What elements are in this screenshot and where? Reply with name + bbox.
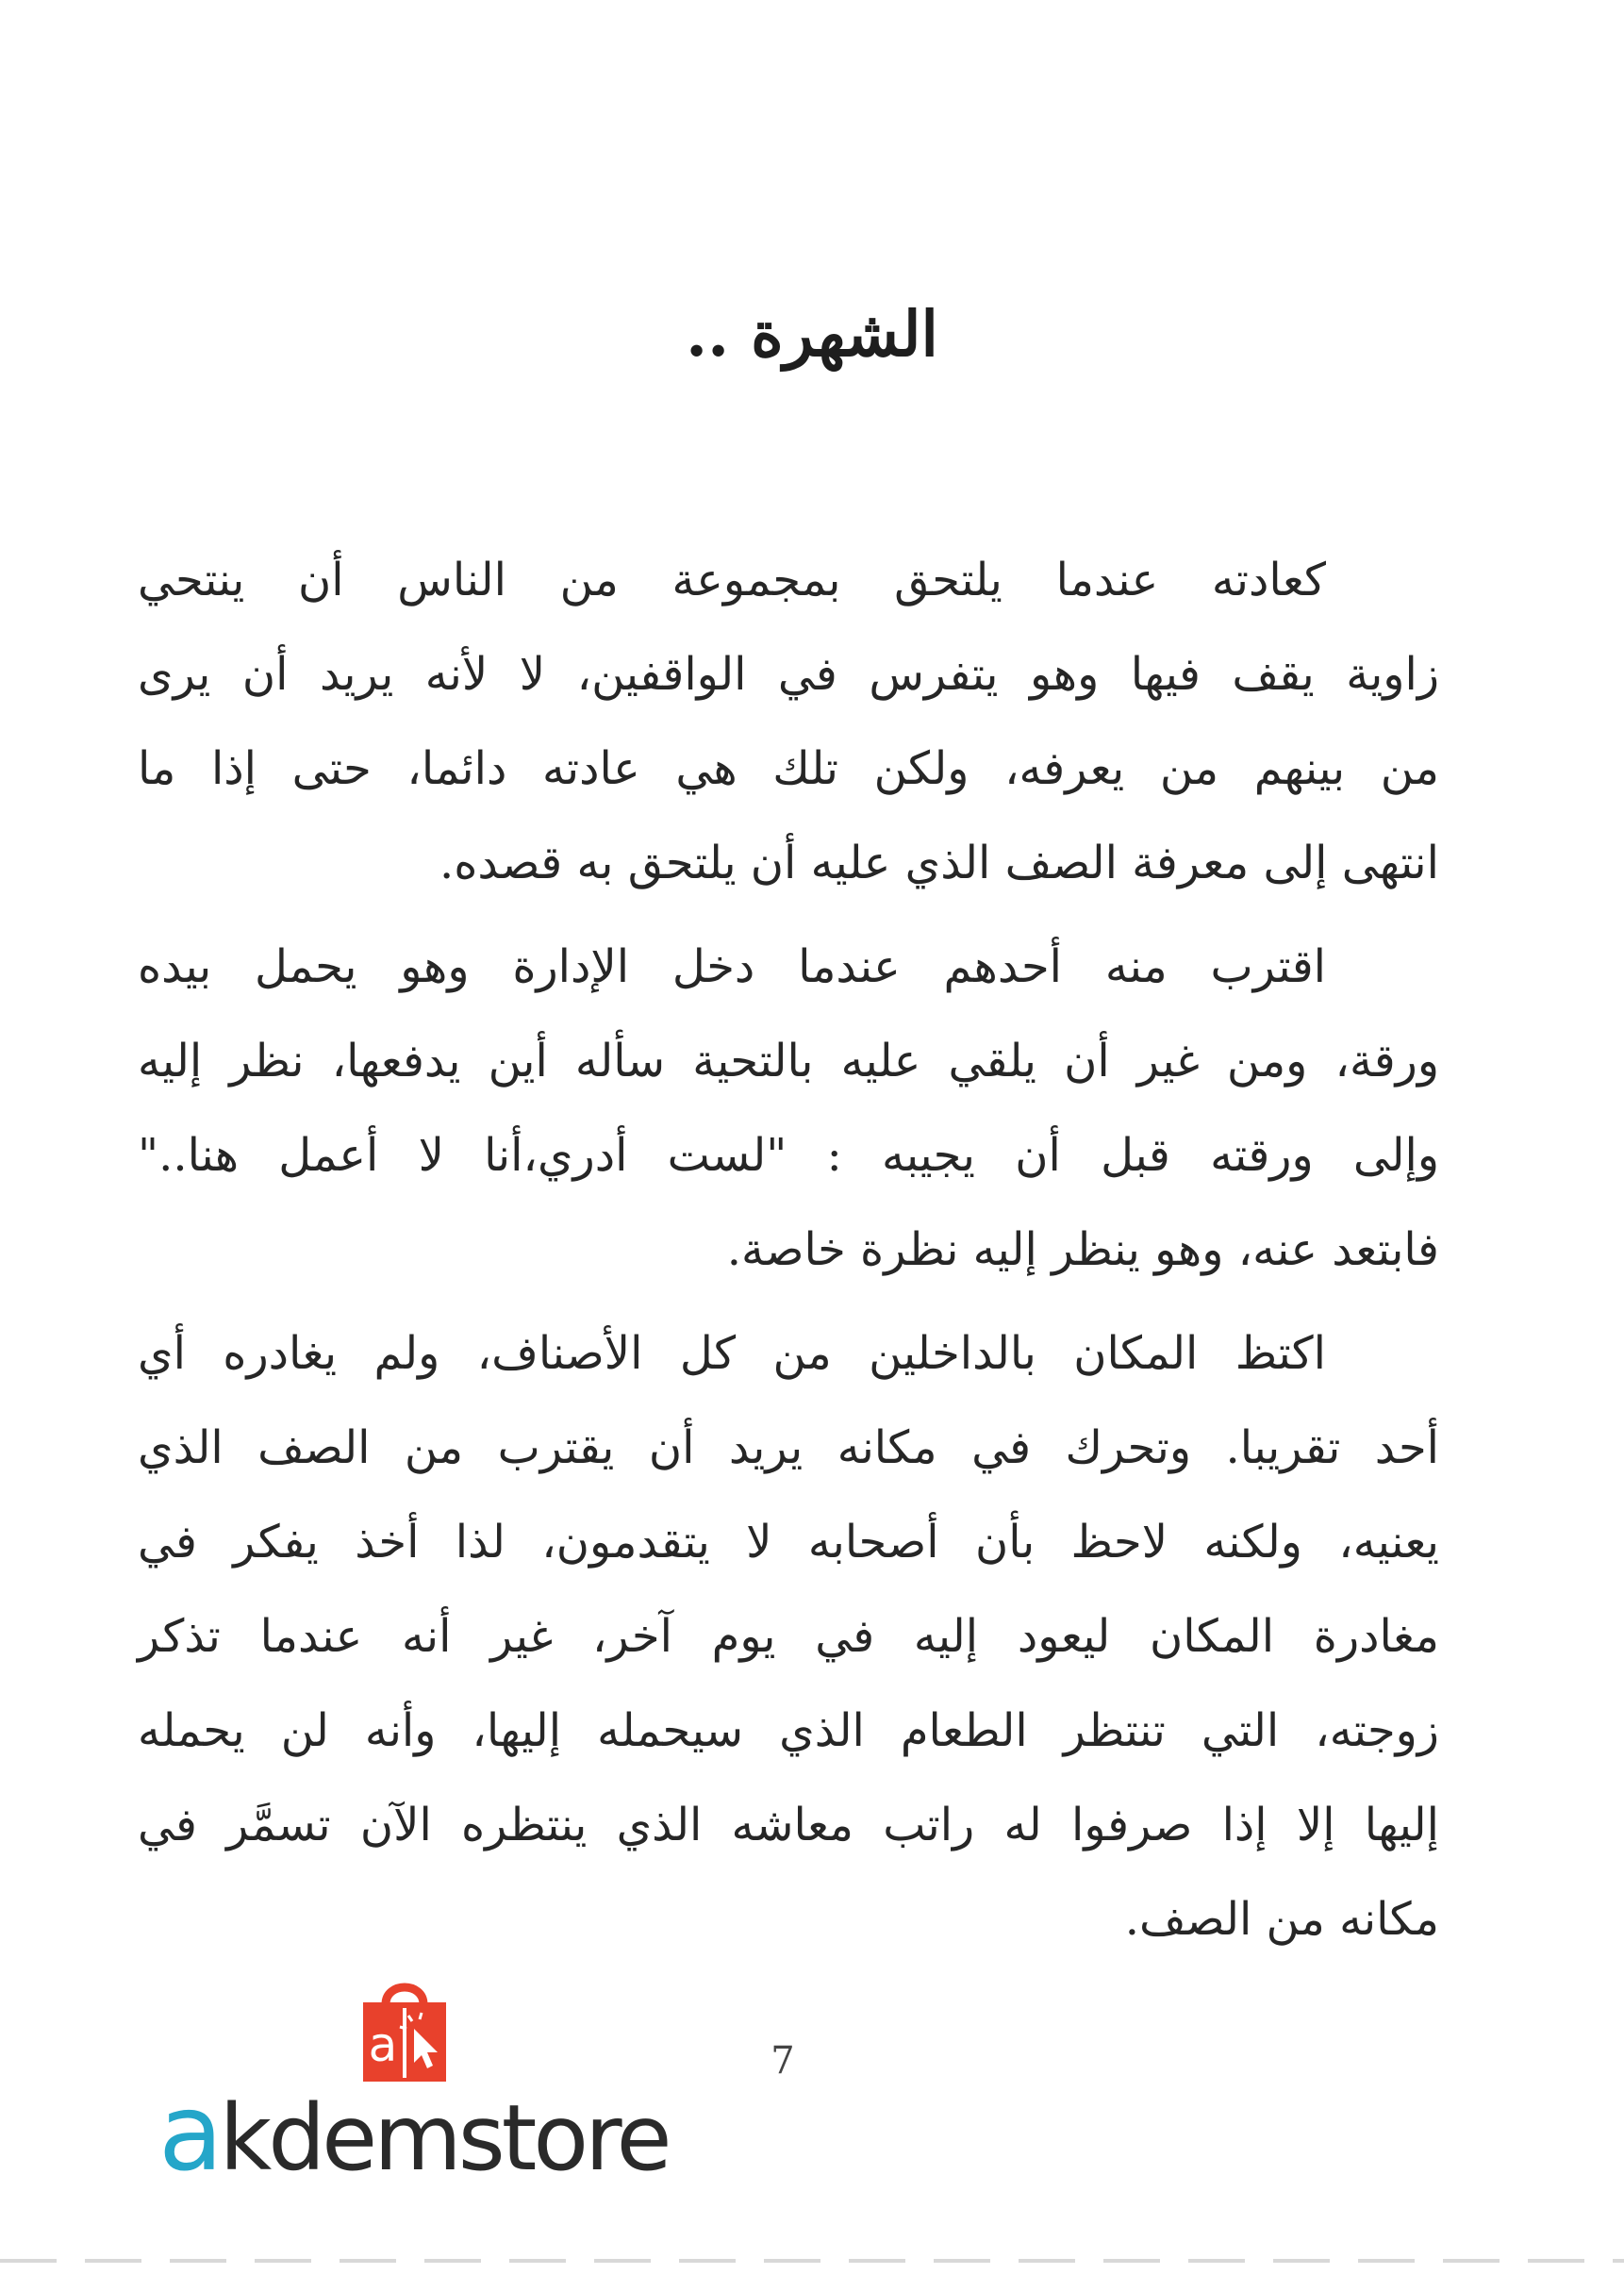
chapter-title: الشهرة ..	[686, 297, 938, 371]
bag-letter: a	[368, 2017, 398, 2072]
text-line: مكانه من الصف.	[1124, 1893, 1439, 1946]
text-line: ورقة، ومن غير أن يلقي عليه بالتحية سأله أين يدفعها، نظر إليه	[138, 1035, 1439, 1087]
text-line: كعادته عندما يلتحق بمجموعة من الناس أن ينتحي	[138, 554, 1326, 606]
paragraph	[138, 533, 1439, 910]
text-line: مغادرة المكان ليعود إليه في يوم آخر، غير أنه عندما تذكر	[138, 1610, 1440, 1663]
paragraph	[138, 1306, 1439, 1967]
text-line: انتهى إلى معرفة الصف الذي عليه أن يلتحق به قصده.	[439, 837, 1439, 889]
brand-rest: kdemstore	[219, 2085, 669, 2191]
paragraph	[138, 920, 1439, 1297]
text-line: زاوية يقف فيها وهو يتفرس في الواقفين، لا لأنه يريد أن يرى	[138, 648, 1439, 701]
text-line: يعنيه، ولكنه لاحظ بأن أصحابه لا يتقدمون، لذا أخذ يفكر في	[138, 1516, 1439, 1569]
text-line: وإلى ورقته قبل أن يجيبه : "لست أدري،أنا لا أعمل هنا.."	[138, 1129, 1439, 1182]
brand-first-letter: a	[158, 2072, 220, 2195]
text-line: إليها إلا إذا صرفوا له راتب معاشه الذي ينتظره الآن تسمَّر في	[138, 1799, 1439, 1851]
brand-name	[158, 2072, 669, 2195]
akdemstore-logo[interactable]	[158, 1976, 668, 2202]
page-edge-line	[0, 2259, 1624, 2263]
text-line: اكتظ المكان بالداخلين من كل الأصناف، ولم يغادره أي	[138, 1327, 1326, 1380]
text-line: فابتعد عنه، وهو ينظر إليه نظرة خاصة.	[726, 1223, 1439, 1276]
page-number: 7	[771, 2039, 795, 2083]
body-text	[138, 533, 1439, 1967]
text-line: أحد تقريبا. وتحرك في مكانه يريد أن يقترب من الصف الذي	[138, 1421, 1439, 1474]
text-line: زوجته، التي تنتظر الطعام الذي سيحمله إليها، وأنه لن يحمله	[138, 1704, 1439, 1757]
shopping-bag-icon	[352, 1976, 457, 2089]
text-line: من بينهم من يعرفه، ولكن تلك هي عادته دائما، حتى إذا ما	[138, 742, 1440, 795]
text-line: اقترب منه أحدهم عندما دخل الإدارة وهو يحمل بيده	[138, 940, 1326, 993]
